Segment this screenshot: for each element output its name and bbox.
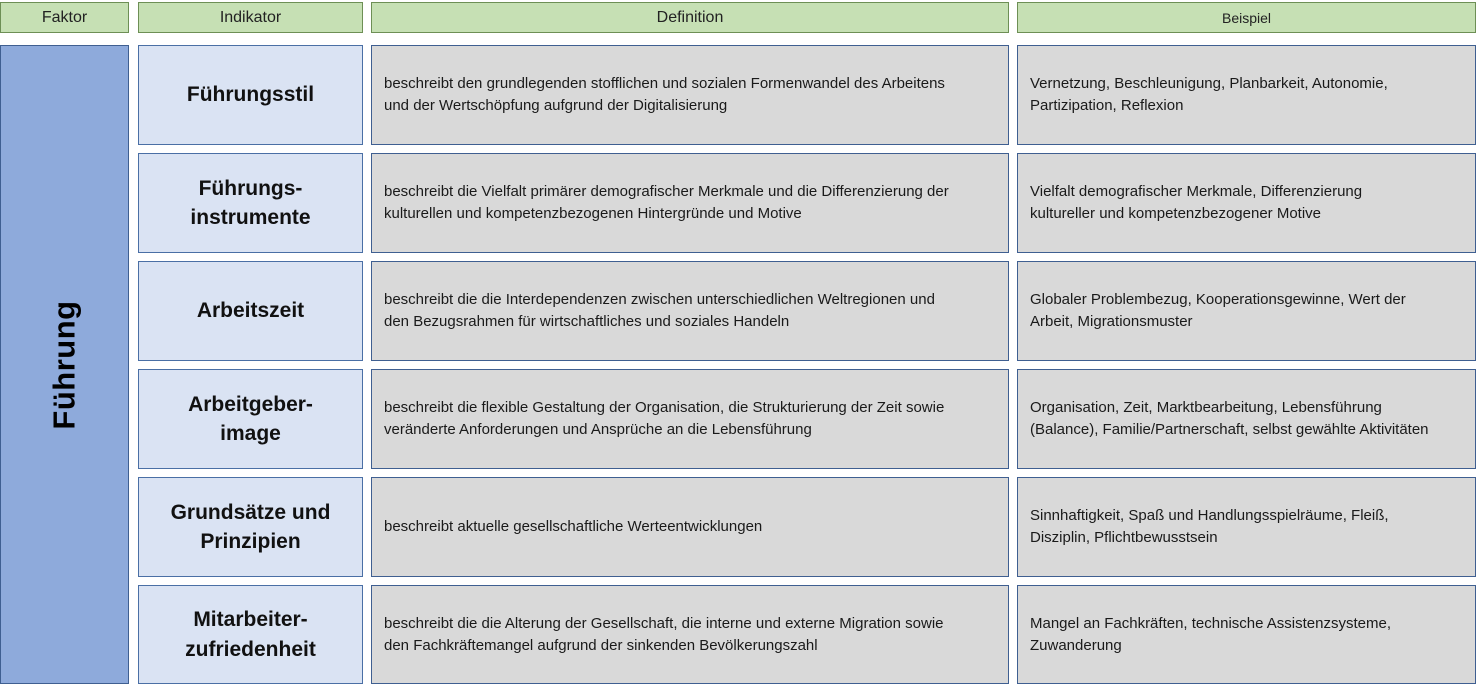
definition-cell — [371, 477, 1009, 577]
beispiel-text: Mangel an Fachkräften, technische Assistenzsysteme, Zuwanderung — [1030, 614, 1392, 654]
indikator-cell — [138, 45, 363, 145]
definition-cell — [371, 261, 1009, 361]
indikator-label: Grundsätze und Prinzipien — [170, 500, 331, 553]
header-beispiel-label: Beispiel — [1221, 9, 1272, 26]
header-definition-label: Definition — [656, 8, 724, 26]
definition-text: beschreibt den grundlegenden stofflichen und sozialen Formenwandel des Arbeitens und der Wertschöpfung aufgrund der Digitalisierung — [384, 75, 945, 114]
definition-cell — [371, 369, 1009, 469]
definition-cell — [371, 153, 1009, 253]
indikator-label: Arbeitgeber- image — [188, 392, 313, 445]
indikator-label: Mitarbeiter- zufriedenheit — [185, 608, 316, 661]
definition-text: beschreibt die Vielfalt primärer demografischer Merkmale und die Differenzierung der kulturellen und kompetenzbezogenen Hintergründe und Motive — [384, 183, 949, 222]
indikator-label: Führungs- instrumente — [190, 176, 311, 229]
indikator-cell — [138, 261, 363, 361]
indikator-cell — [138, 477, 363, 577]
beispiel-text: Vielfalt demografischer Merkmale, Differenzierung kultureller und kompetenzbezogener Motive — [1030, 183, 1363, 222]
header-faktor-label: Faktor — [41, 8, 88, 26]
definition-text: beschreibt die die Alterung der Gesellschaft, die interne und externe Migration sowie den Fachkräftemangel aufgrund der sinkenden Bevölkerungszahl — [384, 614, 944, 654]
beispiel-cell — [1017, 153, 1476, 253]
beispiel-cell — [1017, 585, 1476, 684]
header-definition — [371, 2, 1009, 33]
beispiel-text: Organisation, Zeit, Marktbearbeitung, Lebensführung (Balance), Familie/Partnerschaft, selbst gewählte Aktivitäten — [1030, 399, 1429, 438]
definition-text: beschreibt aktuelle gesellschaftliche Werteentwicklungen — [384, 518, 763, 536]
indikator-cell — [138, 153, 363, 253]
indikator-label: Führungsstil — [186, 83, 315, 107]
factor-cell — [0, 45, 129, 684]
indikator-cell — [138, 369, 363, 469]
beispiel-cell — [1017, 369, 1476, 469]
beispiel-text: Vernetzung, Beschleunigung, Planbarkeit, Autonomie, Partizipation, Reflexion — [1030, 75, 1388, 114]
factor-label: Führung — [46, 299, 82, 430]
beispiel-text: Sinnhaftigkeit, Spaß und Handlungsspielräume, Fleiß, Disziplin, Pflichtbewusstsein — [1030, 507, 1389, 546]
beispiel-text: Globaler Problembezug, Kooperationsgewinne, Wert der Arbeit, Migrationsmuster — [1030, 291, 1406, 330]
header-beispiel — [1017, 2, 1476, 33]
indikator-label: Arbeitszeit — [196, 299, 305, 323]
beispiel-cell — [1017, 45, 1476, 145]
header-indikator-label: Indikator — [219, 8, 282, 26]
header-indikator — [138, 2, 363, 33]
definition-cell — [371, 585, 1009, 684]
beispiel-cell — [1017, 261, 1476, 361]
beispiel-cell — [1017, 477, 1476, 577]
definition-cell — [371, 45, 1009, 145]
indikator-cell — [138, 585, 363, 684]
definition-text: beschreibt die die Interdependenzen zwischen unterschiedlichen Weltregionen und den Bezugsrahmen für wirtschaftliches und soziales Handeln — [384, 291, 935, 330]
header-faktor — [0, 2, 129, 33]
definition-text: beschreibt die flexible Gestaltung der Organisation, die Strukturierung der Zeit sowie veränderte Anforderungen und Ansprüche an die Lebensführung — [384, 399, 945, 438]
